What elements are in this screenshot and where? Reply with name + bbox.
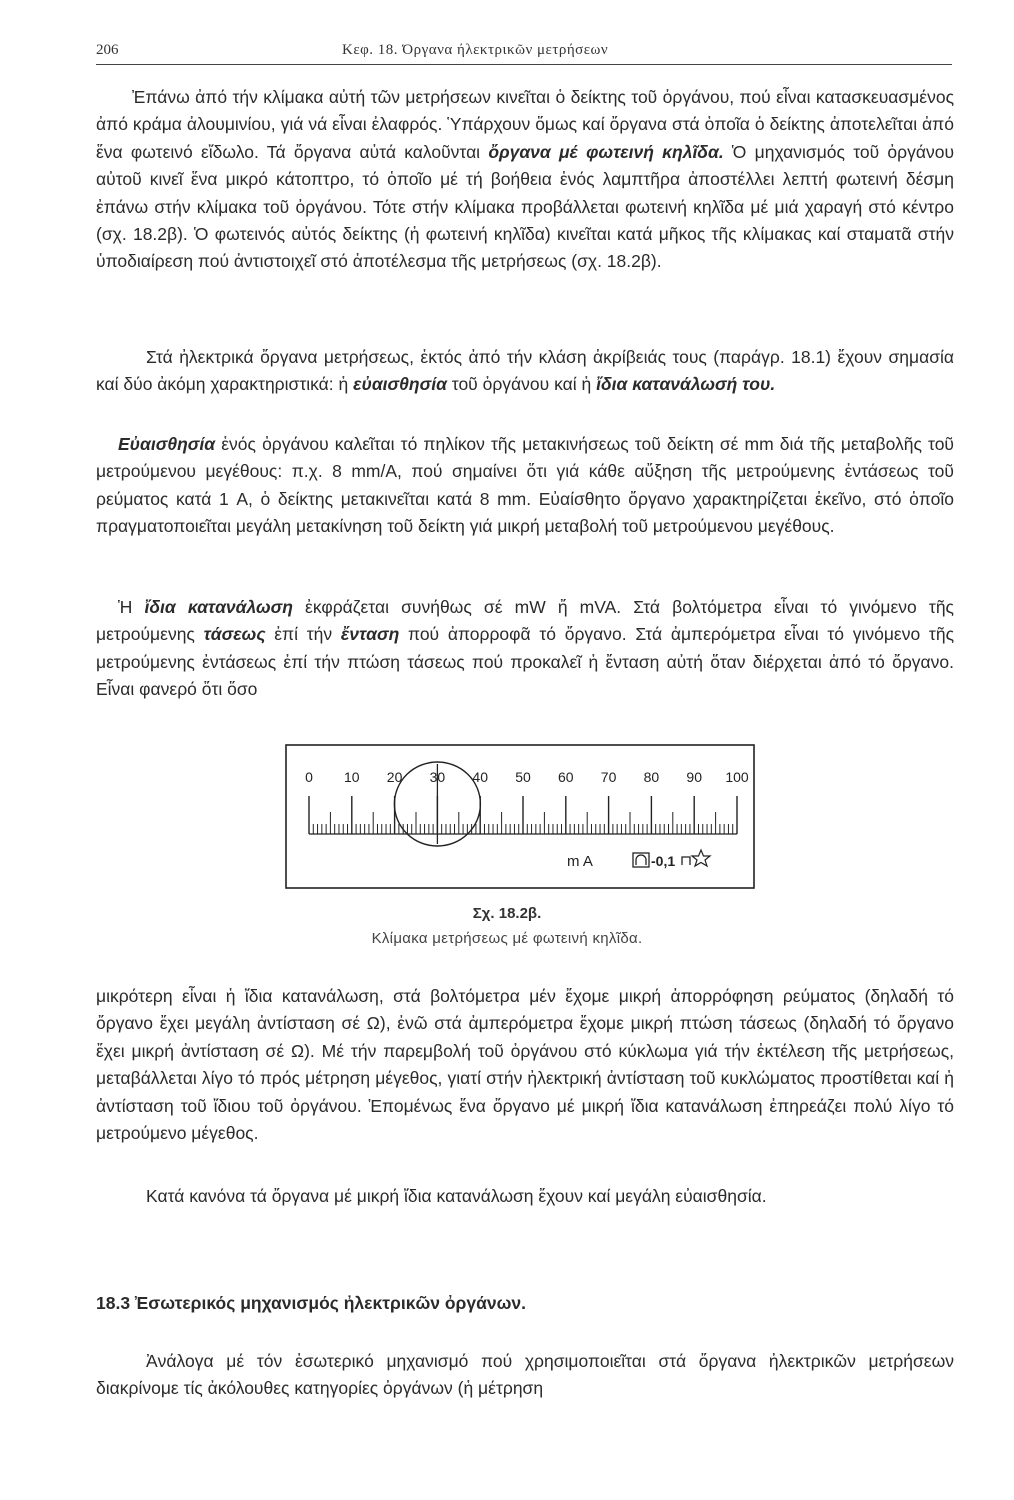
page-header [96,40,952,65]
term-sensitivity: εὐαισθησία [353,374,447,395]
scale-label: 30 [429,769,446,785]
paragraph-text: μικρότερη εἶναι ἡ ἴδια κατανάλωση, στά βολτόμετρα μέν ἔχομε μικρή ἀπορρόφηση ρεύματος (δηλαδή τό ὄργανο ἔχει μεγάλη ἀντίσταση σέ Ω), ἐνῶ στά ἀμπερόμετρα ἔχομε μικρή πτώση τάσεως (δηλαδή τό ὄργανο ἔχει μικρή ἀντίσταση σέ Ω). Μέ τήν παρεμβολή τοῦ ὀργάνου στό κύκλωμα γιά τήν ἐκτέλεση τῆς μετρήσεως, μεταβάλλεται λίγο τό πρός μέτρηση μέγεθος, γιατί στήν ἠλεκτρική ἀντίσταση τοῦ κυκλώματος προστίθεται καί ἡ ἀντίσταση τοῦ ἴδιου τοῦ ὀργάνου. Ἑπομένως ἕνα ὄργανο μέ μικρή ἴδια κατανάλωση ἐπηρεάζει πολύ λίγο τό μετρούμενο μέγεθος. [96,986,954,1144]
paragraph-text: ἐκφράζεται συνήθως σέ mW ἤ mVA. Στά βολτόμετρα εἶναι τό γινόμενο τῆς μετρούμενης [96,597,954,645]
paragraph-text: ἐπί τήν [265,624,341,645]
term-own-consumption-def: ἴδια κατανάλωση [144,597,293,617]
scale-label: 90 [686,769,702,785]
paragraph-consumption [96,594,954,704]
running-title: Κεφ. 18. Όργανα ήλεκτρικῶν μετρήσεων [342,42,609,58]
paragraph-text: Κατά κανόνα τά ὄργανα μέ μικρή ἴδια κατανάλωση ἔχουν καί μεγάλη εὐαισθησία. [146,1186,767,1206]
scale-label: 80 [643,769,660,785]
paragraph-characteristics [96,344,954,399]
term-own-consumption: ἴδια κατανάλωσή του. [596,374,776,395]
paragraph-text: ἑνός ὀργάνου καλεῖται τό πηλίκον τῆς μετακινήσεως τοῦ δείκτη σέ mm διά τῆς μεταβολῆς τοῦ μετρούμενου μεγέθους: π.χ. 8 mm/A, πού σημαίνει ὅτι γιά κάθε αὔξηση τῆς μετρούμενης ἐντάσεως τοῦ ρεύματος κατά 1 A, ὁ δείκτης μετακινεῖται κατά 8 mm. Εὐαίσθητο ὄργανο χαρακτηρίζεται ἐκεῖνο, στό ὁποῖο πραγματοποιεῖται μεγάλη μετακίνηση τοῦ δείκτη γιά μικρή μεταβολή τοῦ μετρούμενου μεγέθους. [96,434,954,537]
scale-label: 100 [725,769,749,785]
paragraph-text: τοῦ ὀργάνου καί ἡ [446,374,597,395]
scale-label: 70 [600,769,617,785]
paragraph-text: Ἡ [118,597,145,617]
paragraph-text: Ἐπάνω ἀπό τήν κλίμακα αὐτή τῶν μετρήσεων κινεῖται ὁ δείκτης τοῦ ὀργάνου, πού εἶναι κατασκευασμένος ἀπό κράμα ἀλουμινίου, γιά νά εἶναι ἐλαφρός. Ὑπάρχουν ὅμως καί ὄργανα στά ὁποῖα ὁ δείκτης ἀποτελεῖται ἀπό ἕνα φωτεινό εἴδωλο. Τά ὄργανα αὐτά καλοῦνται [96,87,954,162]
term-current: ἔνταση [340,624,400,645]
scale-label: 60 [558,769,574,785]
paragraph-mechanisms [96,1348,954,1403]
paragraph-text: Ὁ μηχανισμός τοῦ ὀργάνου αὐτοῦ κινεῖ ἕνα μικρό κάτοπτρο, τό ὁποῖο μέ τή βοήθεια ἑνός λαμπτῆρα ἀποστέλλει λεπτή φωτεινή δέσμη ἐπάνω στήν κλίμακα τοῦ ὀργάνου. Τότε στήν κλίμακα προβάλλεται φωτεινή κηλῖδα μέ μιά χαραγή στό κέντρο (σχ. 18.2β). Ὁ φωτεινός αὐτός δείκτης (ἡ φωτεινή κηλῖδα) κινεῖται κατά μῆκος τῆς κλίμακας καί σταματᾶ στήν ὑποδιαίρεση πού ἀντιστοιχεῖ στό ἀποτέλεσμα τῆς μετρήσεως (σχ. 18.2β). [96,141,955,272]
scale-label: 20 [386,769,403,785]
scale-label: 50 [515,769,531,785]
meter-scale-figure [285,744,755,889]
term-sensitivity-heading: Εὐαισθησία [118,434,216,454]
paragraph-text: Ἀνάλογα μέ τόν ἐσωτερικό μηχανισμό πού χρησιμοποιεῖται στά ὄργανα ἠλεκτρικῶν μετρήσεων διακρίνομε τίς ἀκόλουθες κατηγορίες ὀργάνων (ἡ μέτρηση [96,1351,954,1399]
scale-frame [286,745,754,888]
scale-label: 10 [344,769,360,785]
light-spot-scale [285,744,755,889]
term-voltage: τάσεως [203,624,266,645]
figure-caption: Κλίμακα μετρήσεως μέ φωτεινή κηλῖδα. [371,930,643,947]
term-light-spot-instruments: ὄργανα μέ φωτεινή κηλῖδα. [488,141,724,162]
unit-label: m A [567,853,593,870]
paragraph-light-spot [96,84,954,276]
paragraph-text: πού ἀπορροφᾶ τό ὄργανο. Στά ἀμπερόμετρα εἶναι τό γινόμενο τῆς μετρούμενης ἐντάσεως ἐπί τήν πτώση τάσεως πού προκαλεῖ ἡ ἔνταση αὐτή ὅταν διέρχεται ἀπό τό ὄργανο. Εἶναι φανερό ὅτι ὅσο [96,624,955,700]
paragraph-sensitivity [96,431,954,541]
section-heading: 18.3 Ἐσωτερικός μηχανισμός ἠλεκτρικῶν ὀργάνων. [96,1293,526,1313]
accuracy-class-mark: -0,1 [651,853,676,869]
page-number: 206 [96,42,119,58]
paragraph-consumption-continued [96,983,954,1147]
paragraph-rule [96,1183,954,1210]
figure-number: Σχ. 18.2β. [472,905,542,922]
paragraph-text: Στά ἠλεκτρικά ὄργανα μετρήσεως, ἐκτός ἀπό τήν κλάση ἀκρίβειάς τους (παράγρ. 18.1) ἔχουν σημασία καί δύο ἀκόμη χαρακτηριστικά: ἡ [96,347,954,395]
scale-label: 40 [472,769,488,785]
scale-label: 0 [305,769,313,785]
